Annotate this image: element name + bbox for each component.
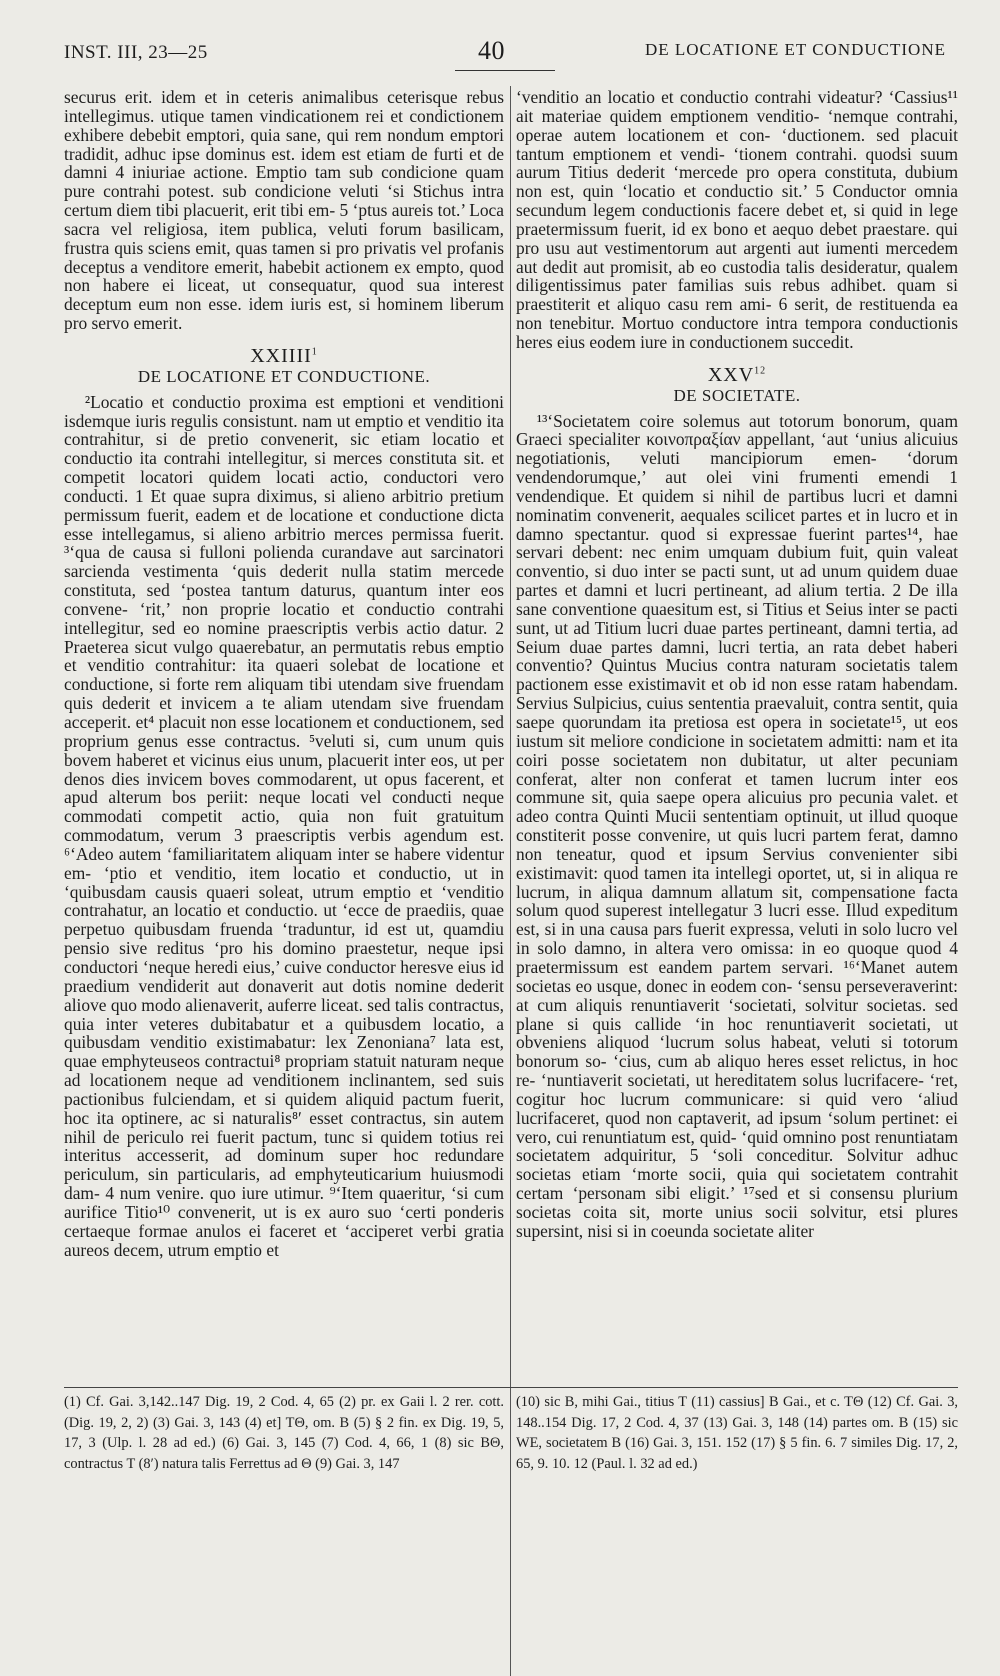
page-number: 40 [478, 36, 505, 65]
section-title-xxv [516, 363, 958, 386]
section-title-text: XXIIII [250, 344, 312, 367]
section-subtitle-societate: DE SOCIETATE. [673, 385, 801, 405]
footnote-divider [510, 1392, 511, 1477]
section-subtitle-locatione: DE LOCATIONE ET CONDUCTIONE. [137, 366, 431, 386]
footnotes-left: (1) Cf. Gai. 3,142..147 Dig. 19, 2 Cod. 4, 65 (2) pr. ex Gaii l. 2 rer. cott. (Dig. 19, 2, 2) (3) Gai. 3, 143 (4) et] TΘ, om. B (5) § 2 fin. ex Dig. 19, 5, 17, 3 (Ulp. l. 28 ad ed.) (6) Gai. 3, 145 (7) Cod. 4, 66, 1 (8) sic BΘ, contractus T (8ʹ) natura talis Ferrettus ad Θ (9) Gai. 3, 147 [64, 1394, 504, 1472]
section-title-note: 12 [754, 365, 767, 377]
section-title-xxiiii [64, 344, 504, 367]
running-head-left: INST. III, 23—25 [64, 42, 208, 63]
footnote-rule [64, 1387, 958, 1388]
left-paragraph-2: ²Locatio et conductio proxima est emptioni et venditioni isdemque iuris regulis consistunt. nam ut emptio et venditio ita contrahitur, si de pretio convenerit, sic etiam locatio et conductio ita contrahi intellegitur, si merces constituta sit. et competit locatori quidem locati actio, conductori vero conducti. 1 Et quae supra diximus, si alieno arbitrio pretium permissum fuerit, eadem et de locatione et conductione dicta esse intellegamus, si alieno arbitrio merces permissa fuerit. ³‘qua de causa si fulloni polienda curandave aut sarcinatori sarcienda vestimenta ‘quis dederit nulla statim mercede constituta, sed ‘postea tantum daturus, quantum inter eos convene- ‘rit,’ non proprie locatio et conductio contrahi intellegitur, sed eo nomine praescriptis verbis actio datur. 2 Praeterea sicut vulgo quaerebatur, an permutatis rebus emptio et venditio contrahitur: ita quaeri solebat de locatione et conductione, si forte rem aliquam tibi utendam sive fruendam quis dederit et invicem a te aliam utendam sive fruendam acceperit. et⁴ placuit non esse locationem et conductionem, sed proprium genus esse contractus. ⁵veluti si, cum unum quis bovem haberet et vicinus eius unum, placuerit inter eos, ut per denos dies invicem boves commodarent, ut opus facerent, et apud alterum bos periit: neque locati vel conducti neque commodati competit actio, quia non fuit gratuitum commodatum, verum 3 praescriptis verbis agendum est. ⁶‘Adeo autem ‘familiaritatem aliquam inter se habere videntur em- ‘ptio et venditio, item locatio et conductio, ut in ‘quibusdam causis quaeri soleat, utrum emptio et ‘venditio contrahatur, an locatio et conductio. ut ‘ecce de praediis, quae perpetuo quibusdam fruenda ‘traduntur, id est ut, quamdiu pensio sive reditus ‘pro his domino praestetur, neque ipsi conductori ‘neque heredi eius,’ cuive conductor heresve eius id praedium vendiderit aut donaverit aut dotis nomine dederit aliove quo modo alienaverit, auferre liceat. sed talis contractus, quia inter veteres dubitabatur et a quibusdem locatio, a quibusdam venditio existimabatur: lex Zenoniana⁷ lata est, quae emphyteuseos contractui⁸ propriam statuit naturam neque ad locationem neque ad venditionem inclinantem, sed suis pactionibus fulciendam, et si quidem aliquid pactum fuerit, hoc ita optinere, ac si naturalis⁸ʹ esset contractus, sin autem nihil de periculo rei fuerit pactum, tunc si quidem totius rei interitus accesserit, ad dominum super hoc redundare periculum, sin particularis, ad emphyteuticarium huiusmodi dam- 4 num venire. quo iure utimur. ⁹‘Item quaeritur, ‘si cum aurifice Titio¹⁰ convenerit, ut is ex auro suo ‘certi ponderis certaeque formae anulos ei faceret et ‘acciperet verbi gratia aureos decem, utrum emptio et [64, 391, 504, 1260]
section-title-text: XXV [707, 363, 755, 386]
right-paragraph-2: ¹³‘Societatem coire solemus aut totorum bonorum, quam Graeci specialiter κοινοπραξίαν appellant, ‘aut ‘unius alicuius negotiationis, veluti mancipiorum emen- ‘dorum vendendorumque,’ aut olei vini frumenti emendi 1 vendendique. Et quidem si nihil de partibus lucri et damni nominatim convenerit, aequales scilicet partes et in lucro et in damno spectantur. quod si expressae fuerint partes¹⁴, hae servari debent: nec enim umquam dubium fuit, quin valeat conventio, si duo inter se pacti sunt, ut ad unum quidem duae partes et damni et lucri pertineant, ad alium tertia. 2 De illa sane conventione quaesitum est, si Titius et Seius inter se pacti sunt, ut ad Titium lucri duae partes pertineant, damni tertia, ad Seium duae partes damni, lucri tertia, an rata debet haberi conventio? Quintus Mucius contra naturam societatis talem pactionem esse existimavit et ob id non esse ratam habendam. Servius Sulpicius, cuius sententia praevaluit, contra sentit, quia saepe quorundam ita pretiosa est opera in societate¹⁵, ut eos iustum sit meliore condicione in societatem admitti: nam et ita coiri posse societatem non dubitatur, ut alter pecuniam conferat, alter non conferat et tamen lucrum inter eos commune sit, quia saepe opera alicuius pro pecunia valet. et adeo contra Quinti Mucii sententiam optinuit, ut illud quoque constiterit posse convenire, ut quis lucri partem ferat, damno non teneatur, quod et ipsum Servius convenienter sibi existimavit: quod tamen ita intellegi oportet, ut, si in aliqua re lucrum, in aliqua damnum allatum sit, compensatione facta solum quod superest intellegatur 3 lucri esse. Illud expeditum est, si in una causa pars fuerit expressa, veluti in solo lucro vel in solo damno, in altera vero omissa: in eo quoque quod 4 praetermissum est eandem partem servari. ¹⁶‘Manet autem societas eo usque, donec in eodem con- ‘sensu perseveraverint: at cum aliquis renuntiaverit ‘societati, solvitur societas. sed plane si quis callide ‘in hoc renuntiaverit societati, ut obveniens aliquod ‘lucrum solus habeat, veluti si totorum bonorum so- ‘cius, cum ab aliquo heres esset relictus, in hoc re- ‘nuntiaverit societati, ut hereditatem solus lucrifacere- ‘ret, cogitur hoc lucrum communicare: si quid vero ‘aliud lucrifaceret, quod non captaverit, ad ipsum ‘solum pertinet: ei vero, cui renuntiatum est, quid- ‘quid omnino post renuntiatam societatem adquiritur, 5 ‘soli conceditur. Solvitur adhuc societas etiam ‘morte socii, quia qui societatem contrahit certam ‘personam sibi eligit.’ ¹⁷sed et si consensu plurium societas coita sit, morte unius socii solvitur, etsi plures supersint, nisi si in coeunda societate aliter [516, 410, 958, 1241]
running-head-right: DE LOCATIONE ET CONDUCTIONE [644, 40, 946, 59]
section-title-note: 1 [311, 346, 318, 358]
right-paragraph-1: ‘venditio an locatio et conductio contrahi videatur? ‘Cassius¹¹ ait materiae quidem emptionem venditio- ‘nemque contrahi, operae autem locationem et con- ‘ductionem. sed placuit tantum emptionem et vendi- ‘tionem contrahi. quodsi suum aurum Titius dederit ‘mercede pro opera constituta, dubium non est, quin ‘locatio et conductio sit.’ 5 Conductor omnia secundum legem conductionis facere debet et, si quid in lege praetermissum fuerit, id ex bono et aequo debet praestare. qui pro usu aut vestimentorum aut argenti aut iumenti mercedem aut dedit aut promisit, ab eo custodia talis desideratur, qualem diligentissimus pater familias suis rebus adhibet. quam si praestiterit et aliquo casu rem ami- 6 serit, de restituenda ea non tenebitur. Mortuo conductore intra tempora conductionis heres eius eodem iure in conductionem succedit. [516, 88, 958, 352]
footnotes-right: (10) sic B, mihi Gai., titius T (11) cassius] B Gai., et c. TΘ (12) Cf. Gai. 3, 148..154 Dig. 17, 2 Cod. 4, 37 (13) Gai. 3, 148 (14) partes om. B (15) sic WE, societatem B (16) Gai. 3, 151. 152 (17) § 5 fin. 6. 7 similes Dig. 17, 2, 65, 9. 10. 12 (Paul. l. 32 ad ed.) [516, 1394, 958, 1472]
header-rule [455, 70, 555, 71]
left-paragraph-1: securus erit. idem et in ceteris animalibus ceterisque rebus intellegimus. utique tamen vindicationem rei et condictionem exhibere debebit emptori, quia sane, qui rem nondum emptori tradidit, adhuc ipse dominus est. idem est etiam de furti et de damni 4 iniuriae actione. Emptio tam sub condicione quam pure contrahi potest. sub condicione veluti ‘si Stichus intra certum diem tibi placuerit, erit tibi em- 5 ‘ptus aureis tot.’ Loca sacra vel religiosa, item publica, veluti forum basilicam, frustra quis sciens emit, quas tamen si pro privatis vel profanis deceptus a venditore emerit, habebit actionem ex empto, quod non habere ei liceat, ut consequatur, quod sua interest deceptum eum non esse. idem iuris est, si hominem liberum pro servo emerit. [64, 88, 504, 334]
